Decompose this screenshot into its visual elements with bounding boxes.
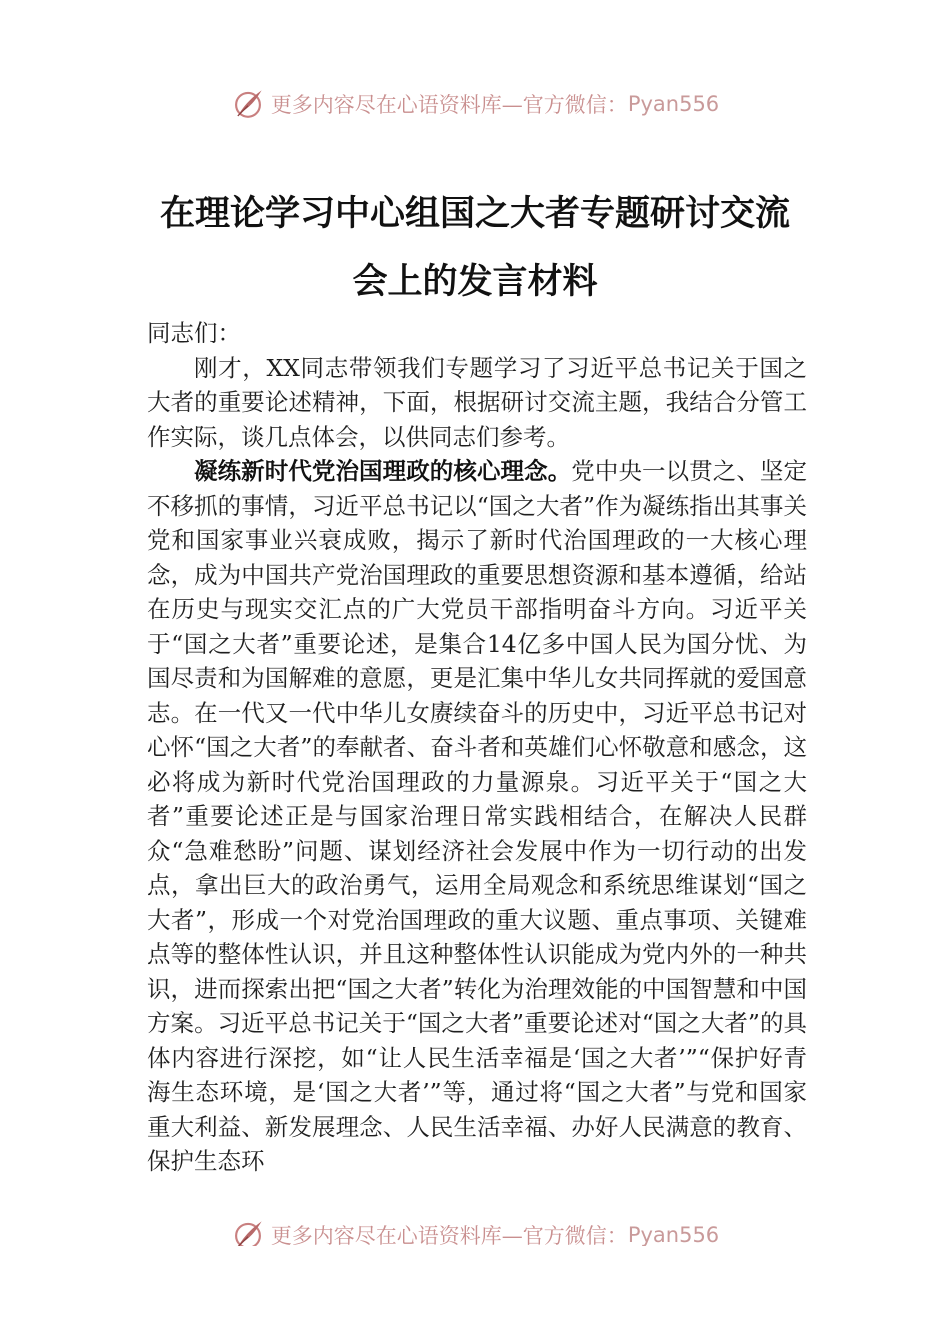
watermark-text: 更多内容尽在心语资料库—官方微信：: [270, 1224, 628, 1246]
salutation: 同志们：: [147, 319, 241, 347]
intro-paragraph: 刚才，XX同志带领我们专题学习了习近平总书记关于国之大者的重要论述精神，下面，根据研讨交流主题，我结合分管工作实际，谈几点体会，以供同志们参考。: [147, 353, 807, 451]
watermark-wechat-id: Pyan556: [627, 1223, 720, 1246]
document-title-line-2: 会上的发言材料: [352, 261, 598, 302]
section-1-text: 党中央一以贯之、坚定不移抓的事情，习近平总书记以“国之大者”作为凝练指出其事关党和国家事业兴衰成败，揭示了新时代治国理政的一大核心理念，成为中国共产党治国理政的重要思想资源和基本遵循，给站在历史与现实交汇点的广大党员干部指明奋斗方向。习近平关于“国之大者”重要论述，是集合14亿多中国人民为国分忧、为国尽责和为国解难的意愿，更是汇集中华儿女共同挥就的爱国意志。在一代又一代中华儿女赓续奋斗的历史中，习近平总书记对心怀“国之大者”的奉献者、奋斗者和英雄们心怀敬意和感念，这必将成为新时代党治国理政的力量源泉。习近平关于“国之大者”重要论述正是与国家治理日常实践相结合，在解决人民群众“急难愁盼”问题、谋划经济社会发展中作为一切行动的出发点，拿出巨大的政治勇气，运用全局观念和系统思维谋划“国之大者”，形成一个对党治国理政的重大议题、重点事项、关键难点等的整体性认识，并且这种整体性认识能成为党内外的一种共识，进而探索出把“国之大者”转化为治理效能的中国智慧和中国方案。习近平总书记关于“国之大者”重要论述对“国之大者”的具体内容进行深挖，如“让人民生活幸福是‘国之大者’”“保护好青海生态环境，是‘国之大者’”等，通过将“国之大者”与党和国家重大利益、新发展理念、人民生活幸福、办好人民满意的教育、保护生态环: [147, 457, 808, 1175]
section-1-paragraph: [147, 454, 807, 1179]
section-1-heading: 凝练新时代党治国理政的核心理念。: [194, 457, 572, 485]
feather-pen-logo-icon: [231, 87, 265, 121]
document-title-line-1: 在理论学习中心组国之大者专题研讨交流: [159, 193, 790, 234]
feather-pen-logo-icon: [231, 1218, 265, 1246]
watermark-wechat-id: Pyan556: [627, 92, 720, 116]
document-body: [147, 316, 807, 1179]
header-watermark: [0, 84, 950, 124]
watermark-text: 更多内容尽在心语资料库—官方微信：: [270, 93, 628, 117]
footer-watermark: [0, 1206, 950, 1246]
